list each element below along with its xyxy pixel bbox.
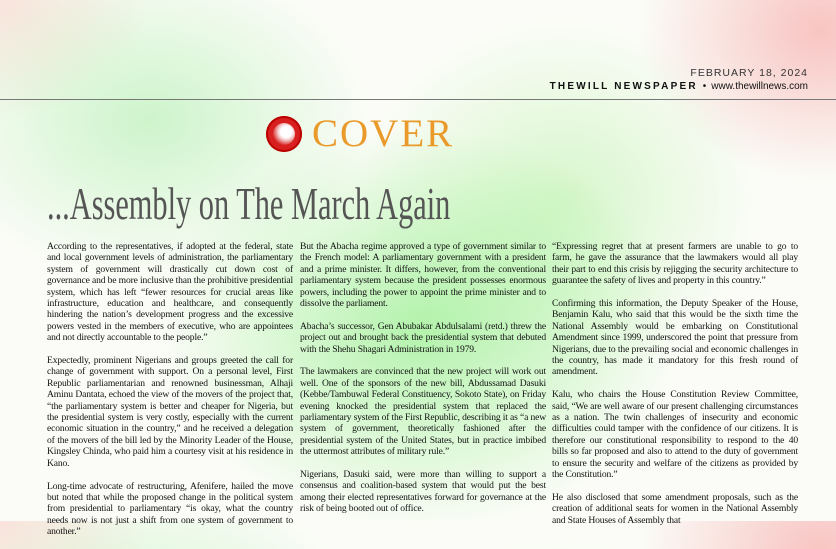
bullet-separator: • (702, 81, 707, 92)
paragraph: Long-time advocate of restructuring, Afenifere, hailed the move but noted that while the proposed change in the political system from presidential to parliamentary “is okay, what the country needs now is not just a shift from one system of government to another.” (47, 480, 293, 538)
section-banner (266, 114, 454, 154)
masthead (550, 81, 808, 92)
headline: ...Assembly on The March Again (47, 178, 451, 229)
issue-date: FEBRUARY 18, 2024 (690, 67, 808, 79)
newspaper-name: THEWILL NEWSPAPER (549, 81, 698, 92)
article-column-2 (300, 241, 546, 526)
thewill-logo-icon (266, 116, 302, 152)
paragraph: Kalu, who chairs the House Constitution Review Committee, said, “We are well aware of our present challenging circumstances as a nation. The twin challenges of insecurity and economic difficulties could tamper with the confidence of our citizens. It is therefore our constitutional responsibility to respond to the 40 bills so far proposed and also to attend to the duty of government to ensure the security and welfare of the citizens as provided by the Constitution.” (552, 389, 798, 481)
header-divider (0, 99, 836, 100)
paragraph: According to the representatives, if adopted at the federal, state and local government levels of administration, the parliamentary system of government will drastically cut down cost of governance and be more inclusive than the prohibitive presidential system, which has left “fewer resources for crucial areas like infrastructure, education and healthcare, and consequently hindering the nation’s development progress and the excessive powers vested in the members of executive, who are appointees and not directly accountable to the people.” (47, 241, 293, 344)
paragraph: The lawmakers are convinced that the new project will work out well. One of the sponsors of the new bill, Abdussamad Dasuki (Kebbe/Tambuwal Federal Constituency, Sokoto State), on Friday evening knocked the presidential system that replaced the parliamentary system of the First Republic, describing it as “a new system of government, theoretically fashioned after the presidential system of the United States, but in practice imbibed the uttermost attributes of military rule.” (300, 366, 546, 458)
paragraph: He also disclosed that some amendment proposals, such as the creation of additional seats for women in the National Assembly and State Houses of Assembly that (552, 491, 798, 526)
paragraph: Abacha’s successor, Gen Abubakar Abdulsalami (retd.) threw the project out and brought back the presidential system that debuted with the Shehu Shagari Administration in 1979. (300, 320, 546, 355)
paragraph: Confirming this information, the Deputy Speaker of the House, Benjamin Kalu, who said that this would be the sixth time the National Assembly would be embarking on Constitutional Amendment since 1999, underscored the point that pressure from Nigerians, due to the prevailing social and economic challenges in the country, has made it mandatory for this fresh round of amendment. (552, 298, 798, 378)
paragraph: Nigerians, Dasuki said, were more than willing to support a consensus and coalition-based system that would put the best among their elected representatives forward for governance at the risk of being booted out of office. (300, 469, 546, 515)
paragraph: “Expressing regret that at present farmers are unable to go to farm, he gave the assurance that the lawmakers would all play their part to end this crisis by rejigging the security architecture to guarantee the safety of lives and property in this country.” (552, 241, 798, 287)
article-column-3 (552, 241, 798, 538)
paragraph: Expectedly, prominent Nigerians and groups greeted the call for change of government with support. On a personal level, First Republic parliamentarian and renowned businessman, Alhaji Aminu Dantata, echoed the view of the movers of the project that, “the parliamentary system is better and cheaper for Nigeria, but the presidential system is very costly, especially with the current economic situation in the country,” and he received a delegation of the movers of the bill led by the Minority Leader of the House, Kingsley Chinda, who paid him a courtesy visit at his residence in Kano. (47, 355, 293, 469)
paragraph: But the Abacha regime approved a type of government similar to the French model: A parliamentary government with a president and a prime minister. It differs, however, from the conventional parliamentary system because the president possesses enormous powers, including the power to appoint the prime minister and to dissolve the parliament. (300, 241, 546, 310)
website-url: www.thewillnews.com (711, 81, 808, 92)
section-label: COVER (312, 112, 455, 155)
article-column-1 (47, 241, 293, 549)
